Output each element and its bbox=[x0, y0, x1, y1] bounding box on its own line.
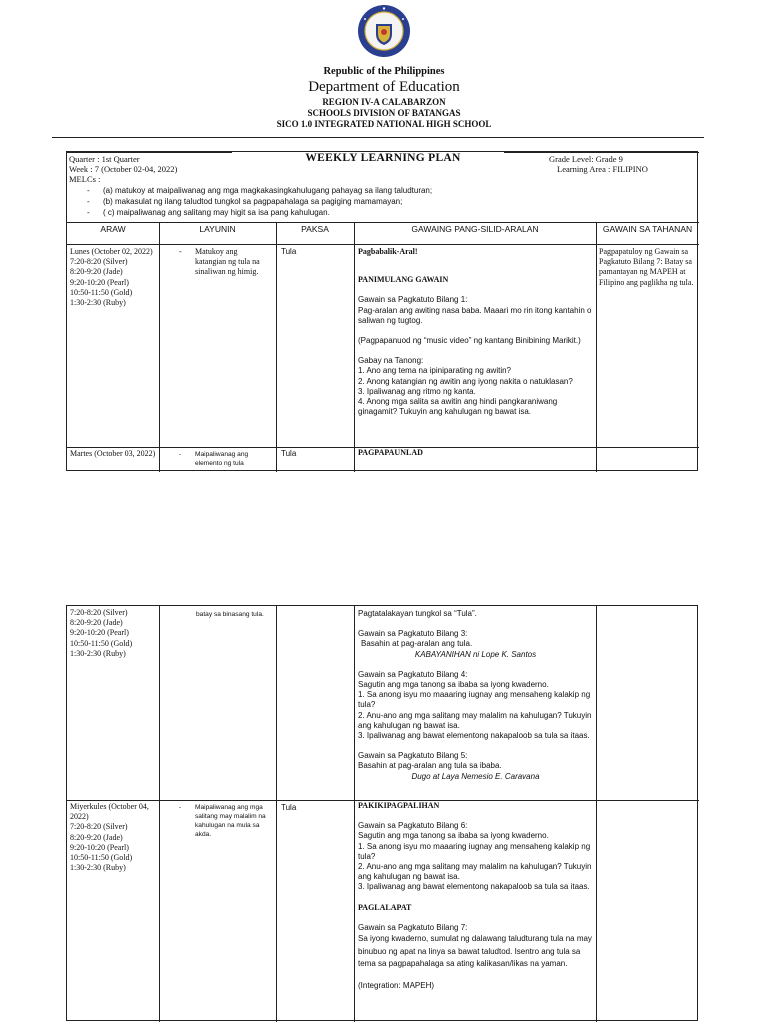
schedule-line: 7:20-8:20 (Silver) bbox=[70, 822, 128, 832]
row-divider bbox=[67, 222, 699, 223]
col-divider bbox=[276, 606, 277, 1022]
section-heading: PAKIKIPAGPALIHAN bbox=[358, 801, 440, 810]
paksa-cell-miyerkules: Tula bbox=[281, 803, 297, 812]
discussion-text: Pagtatalakayan tungkol sa “Tula”. bbox=[358, 609, 477, 618]
plan-title: WEEKLY LEARNING PLAN bbox=[305, 152, 461, 164]
grade-level: Grade Level: Grade 9 bbox=[549, 154, 623, 164]
activity-title: Gawain sa Pagkatuto Bilang 4: bbox=[358, 669, 468, 679]
col-header-araw: ARAW bbox=[100, 224, 126, 234]
paksa-cell-martes: Tula bbox=[281, 449, 297, 458]
activity-title: Gawain sa Pagkatuto Bilang 5: bbox=[358, 751, 468, 761]
col-divider bbox=[159, 606, 160, 1022]
col-divider bbox=[596, 222, 597, 472]
department-title: Department of Education bbox=[308, 79, 460, 95]
gawain-cell-martes bbox=[358, 609, 593, 782]
col-divider bbox=[596, 606, 597, 1022]
col-divider bbox=[276, 222, 277, 472]
schedule-line: 1:30-2:30 (Ruby) bbox=[70, 298, 126, 308]
col-divider bbox=[354, 606, 355, 1022]
melc-item: - (a) matukoy at maipaliwanag ang mga magkakasingkahulugang pahayag sa ilang taludturan; bbox=[87, 186, 433, 195]
question-item: 1. Sa anong isyu mo maaaring iugnay ang mensaheng kalakip ng tula? bbox=[358, 841, 591, 861]
deped-seal-logo bbox=[357, 4, 411, 58]
activity-text: Sagutin ang mga tanong sa ibaba sa iyong kwaderno. bbox=[358, 831, 549, 841]
activity-text: Basahin at pag-aralan ang tula sa ibaba. bbox=[358, 761, 502, 771]
question-item: 1. Sa anong isyu mo maaaring iugnay ang mensaheng kalakip ng tula? bbox=[358, 690, 591, 710]
section-heading: PAGPAPAUNLAD bbox=[358, 448, 423, 457]
col-header-tahanan: GAWAIN SA TAHANAN bbox=[602, 224, 693, 234]
poem-title: Dugo at Laya Nemesio E. Caravana bbox=[411, 771, 540, 781]
activity-title: Gawain sa Pagkatuto Bilang 7: bbox=[358, 922, 468, 932]
layunin-cell-lunes: - Matukoy ang katangian ng tula na sinaliwan ng himig. bbox=[179, 247, 271, 278]
schedule-line: 10:50-11:50 (Gold) bbox=[70, 287, 133, 297]
question-item: 3. Ipaliwanag ang bawat elementong nakapaloob sa tula sa itaas. bbox=[358, 882, 590, 892]
objective-text: Matukoy ang katangian ng tula na sinaliwan ng himig. bbox=[195, 247, 260, 277]
quarter-label: Quarter : 1st Quarter bbox=[69, 154, 140, 164]
guide-question: 2. Anong katangian ng awitin ang iyong nakita o natuklasan? bbox=[358, 376, 573, 386]
activity-title: Gawain sa Pagkatuto Bilang 1: bbox=[358, 295, 468, 305]
activity-title: Gawain sa Pagkatuto Bilang 6: bbox=[358, 821, 468, 831]
activity-title: Gawain sa Pagkatuto Bilang 3: bbox=[358, 629, 468, 639]
day-cell-lunes bbox=[70, 247, 156, 308]
schedule-line: 8:20-9:20 (Jade) bbox=[70, 618, 123, 628]
header-divider bbox=[52, 137, 704, 138]
schedule-line: 9:20-10:20 (Pearl) bbox=[70, 842, 129, 852]
day-cell-miyerkules bbox=[70, 802, 156, 873]
division-line: SCHOOLS DIVISION OF BATANGAS bbox=[307, 108, 461, 118]
tahanan-cell-lunes: Pagpapatuloy ng Gawain sa Pagkatuto Bilang 7: Batay sa pamantayan ng MAPEH at Filipino ang paglikha ng tula. bbox=[599, 247, 694, 287]
region-line: REGION IV-A CALABARZON bbox=[322, 97, 446, 107]
activity-text: Sagutin ang mga tanong sa ibaba sa iyong kwaderno. bbox=[358, 680, 549, 690]
col-divider bbox=[159, 222, 160, 472]
activity-text: Basahin at pag-aralan ang tula. bbox=[361, 639, 473, 649]
objective-text: batay sa binasang tula. bbox=[196, 611, 264, 618]
objective-text: Maipaliwanag ang elemento ng tula bbox=[195, 451, 249, 467]
question-item: 2. Anu-ano ang mga salitang may malalim na kahulugan? Tukuyin ang kahulugan ng bawat isa. bbox=[358, 862, 592, 882]
melc-item: - (b) makasulat ng ilang taludtod tungkol sa pagpapahalaga sa pagiging mamamayan; bbox=[87, 197, 403, 206]
day-label: Miyerkules (October 04, 2022) bbox=[70, 802, 149, 822]
schedule-line: 9:20-10:20 (Pearl) bbox=[70, 277, 129, 287]
guide-question: 4. Anong mga salita sa awitin ang hindi pangkaraniwang ginagamit? Tukuyin ang kahulugan ng bawat isa. bbox=[358, 397, 558, 417]
schedule-line: 7:20-8:20 (Silver) bbox=[70, 257, 128, 267]
layunin-cell-miyerkules: - Maipaliwanag ang mga salitang may malalim na kahulugan na mula sa akda. bbox=[179, 804, 266, 838]
objective-text: Maipaliwanag ang mga salitang may malalim na kahulugan na mula sa akda. bbox=[195, 804, 266, 838]
col-header-layunin: LAYUNIN bbox=[199, 224, 236, 234]
school-line: SICO 1.0 INTEGRATED NATIONAL HIGH SCHOOL bbox=[276, 119, 492, 129]
col-divider bbox=[354, 222, 355, 472]
col-header-paksa: PAKSA bbox=[301, 224, 329, 234]
schedule-line: 1:30-2:30 (Ruby) bbox=[70, 863, 126, 873]
question-item: 2. Anu-ano ang mga salitang may malalim na kahulugan? Tukuyin ang kahulugan ng bawat isa. bbox=[358, 710, 592, 730]
schedule-line: 1:30-2:30 (Ruby) bbox=[70, 648, 126, 658]
schedule-line: 10:50-11:50 (Gold) bbox=[70, 638, 133, 648]
melc-item: - ( c) maipaliwanag ang salitang may higit sa isa pang kahulugan. bbox=[87, 208, 330, 217]
schedule-line: 8:20-9:20 (Jade) bbox=[70, 267, 123, 277]
schedule-line: 10:50-11:50 (Gold) bbox=[70, 853, 133, 863]
week-label: Week : 7 (October 02-04, 2022) bbox=[69, 164, 178, 174]
poem-title: KABAYANIHAN ni Lope K. Santos bbox=[414, 649, 537, 659]
section-heading: PANIMULANG GAWAIN bbox=[358, 275, 449, 285]
schedule-line: 7:20-8:20 (Silver) bbox=[70, 608, 128, 617]
layunin-cell-martes: - Maipaliwanag ang elemento ng tula bbox=[179, 450, 273, 468]
day-label: Lunes (October 02, 2022) bbox=[70, 247, 153, 256]
learning-area: Learning Area : FILIPINO bbox=[557, 164, 648, 174]
melc-list bbox=[69, 185, 432, 218]
gawain-cell-miyerkules bbox=[358, 801, 593, 991]
paksa-cell-lunes: Tula bbox=[281, 247, 297, 256]
col-header-gawain: GAWAING PANG-SILID-ARALAN bbox=[411, 224, 539, 234]
guide-questions-label: Gabay na Tanong: bbox=[358, 356, 424, 366]
plan-table-page-2 bbox=[66, 605, 698, 1021]
schedule-line: 9:20-10:20 (Pearl) bbox=[70, 628, 129, 638]
day-cell-martes-cont bbox=[70, 608, 156, 659]
row-divider bbox=[67, 244, 699, 245]
question-item: 3. Ipaliwanag ang bawat elementong nakapaloob sa tula sa itaas. bbox=[358, 731, 590, 741]
melcs-label: MELCs : bbox=[69, 174, 101, 184]
review-heading: Pagbabalik-Aral! bbox=[358, 247, 418, 256]
section-heading: PAGLALAPAT bbox=[358, 902, 412, 912]
activity-note: (Pagpapanuod ng “music video” ng kantang Binibining Marikit.) bbox=[358, 336, 581, 346]
guide-question: 3. Ipaliwanag ang ritmo ng kanta. bbox=[358, 386, 476, 396]
day-cell-martes: Martes (October 03, 2022) bbox=[70, 449, 156, 458]
republic-line: Republic of the Philippines bbox=[323, 66, 445, 77]
activity-text: Pag-aralan ang awiting nasa baba. Maaari mo rin itong kantahin o saliwan ng tugtog. bbox=[358, 305, 592, 325]
guide-question: 1. Ano ang tema na ipiniparating ng awitin? bbox=[358, 366, 511, 376]
gawain-cell-lunes bbox=[358, 247, 593, 417]
integration-note: (Integration: MAPEH) bbox=[358, 980, 435, 990]
plan-table-page-1 bbox=[66, 151, 698, 471]
schedule-line: 8:20-9:20 (Jade) bbox=[70, 832, 123, 842]
activity-text: Sa iyong kwaderno, sumulat ng dalawang taludturang tula na may binubuo ng apat na linya sa bawat taludtod. Isentro ang tula sa tema sa pagpapahalaga sa ating kalikasan/likas na yaman. bbox=[358, 934, 592, 969]
